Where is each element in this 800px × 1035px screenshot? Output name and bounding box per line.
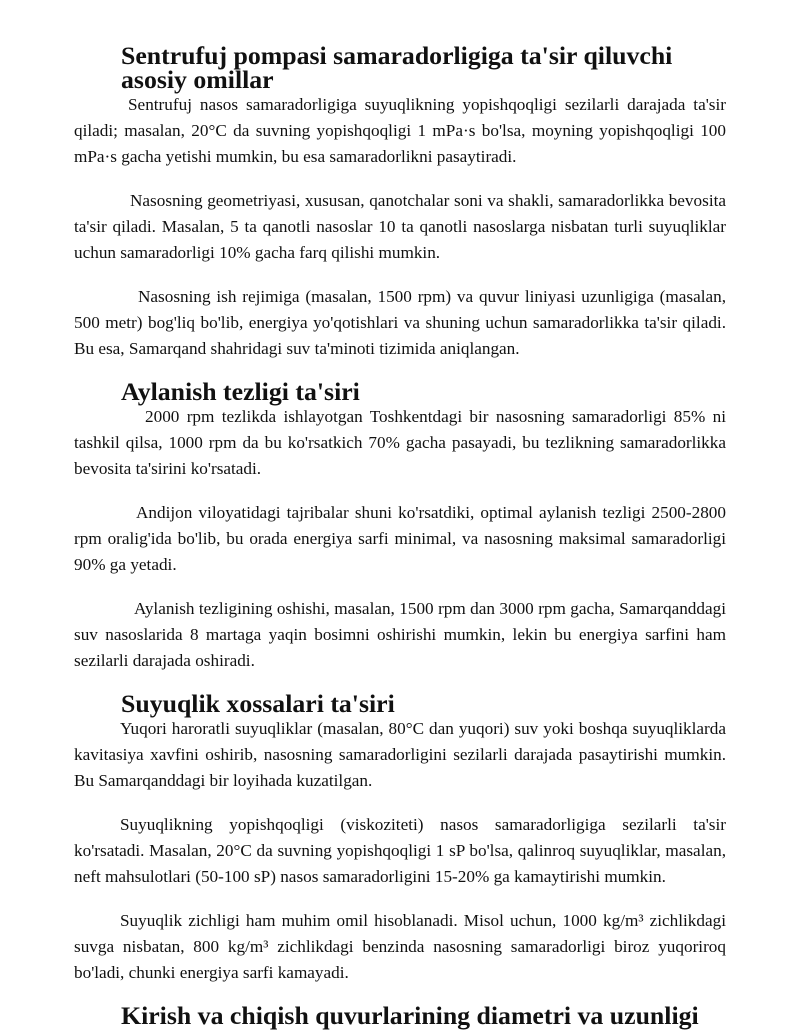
paragraph: Andijon viloyatidagi tajribalar shuni ko'rsatdiki, optimal aylanish tezligi 2500-2800 rpm oralig'ida bo'lib, bu orada energiya sarfi minimal, va nasosning maksimal samaradorligi 90% ga yetadi. (74, 503, 726, 574)
paragraph: Suyuqlikning yopishqoqligi (viskoziteti) nasos samaradorligiga sezilarli ta'sir ko'rsatadi. Masalan, 20°C da suvning yopishqoqligi 1 sP bo'lsa, qalinroq suyuqliklar, masalan, neft mahsulotlari (50-100 sP) nasos samaradorligini 15-20% ga kamaytirishi mumkin. (74, 815, 726, 886)
section-heading: Sentrufuj pompasi samaradorligiga ta'sir qiluvchi asosiy omillar (121, 41, 673, 94)
paragraph: Aylanish tezligining oshishi, masalan, 1500 rpm dan 3000 rpm gacha, Samarqanddagi suv nasoslarida 8 martaga yaqin bosimni oshirishi mumkin, lekin bu energiya sarfini ham sezilarli darajada oshiradi. (74, 599, 726, 670)
paragraph: Nasosning geometriyasi, xususan, qanotchalar soni va shakli, samaradorlikka bevosita ta'sir qiladi. Masalan, 5 ta qanotli nasoslar 10 ta qanotli nasoslarga nisbatan turli suyuqliklar uchun samaradorligi 10% gacha farq qilishi mumkin. (74, 191, 726, 262)
section-heading: Kirish va chiqish quvurlarining diametri va uzunligi (121, 1001, 699, 1030)
paragraph: Nasosning ish rejimiga (masalan, 1500 rpm) va quvur liniyasi uzunligiga (masalan, 500 metr) bog'liq bo'lib, energiya yo'qotishlari va shuning uchun samaradorlikka ta'sir qiladi. Bu esa, Samarqand shahridagi suv ta'minoti tizimida aniqlangan. (74, 287, 726, 358)
paragraph: 2000 rpm tezlikda ishlayotgan Toshkentdagi bir nasosning samaradorligi 85% ni tashkil qilsa, 1000 rpm da bu ko'rsatkich 70% gacha pasayadi, bu tezlikning samaradorlikka bevosita ta'sirini ko'rsatadi. (74, 407, 726, 478)
paragraph: Suyuqlik zichligi ham muhim omil hisoblanadi. Misol uchun, 1000 kg/m³ zichlikdagi suvga nisbatan, 800 kg/m³ zichlikdagi benzinda nasosning samaradorligi biroz yuqoriroq bo'ladi, chunki energiya sarfi kamayadi. (74, 911, 726, 982)
paragraph: Yuqori haroratli suyuqliklar (masalan, 80°C dan yuqori) suv yoki boshqa suyuqliklarda kavitasiya xavfini oshirib, nasosning samaradorligini sezilarli darajada pasaytirishi mumkin. Bu Samarqanddagi bir loyihada kuzatilgan. (74, 719, 726, 790)
paragraph: Sentrufuj nasos samaradorligiga suyuqlikning yopishqoqligi sezilarli darajada ta'sir qiladi; masalan, 20°C da suvning yopishqoqligi 1 mPa·s bo'lsa, moyning yopishqoqligi 100 mPa·s gacha yetishi mumkin, bu esa samaradorlikni pasaytiradi. (74, 95, 726, 166)
section-heading: Aylanish tezligi ta'siri (121, 377, 360, 406)
section-heading: Suyuqlik xossalari ta'siri (121, 689, 395, 718)
